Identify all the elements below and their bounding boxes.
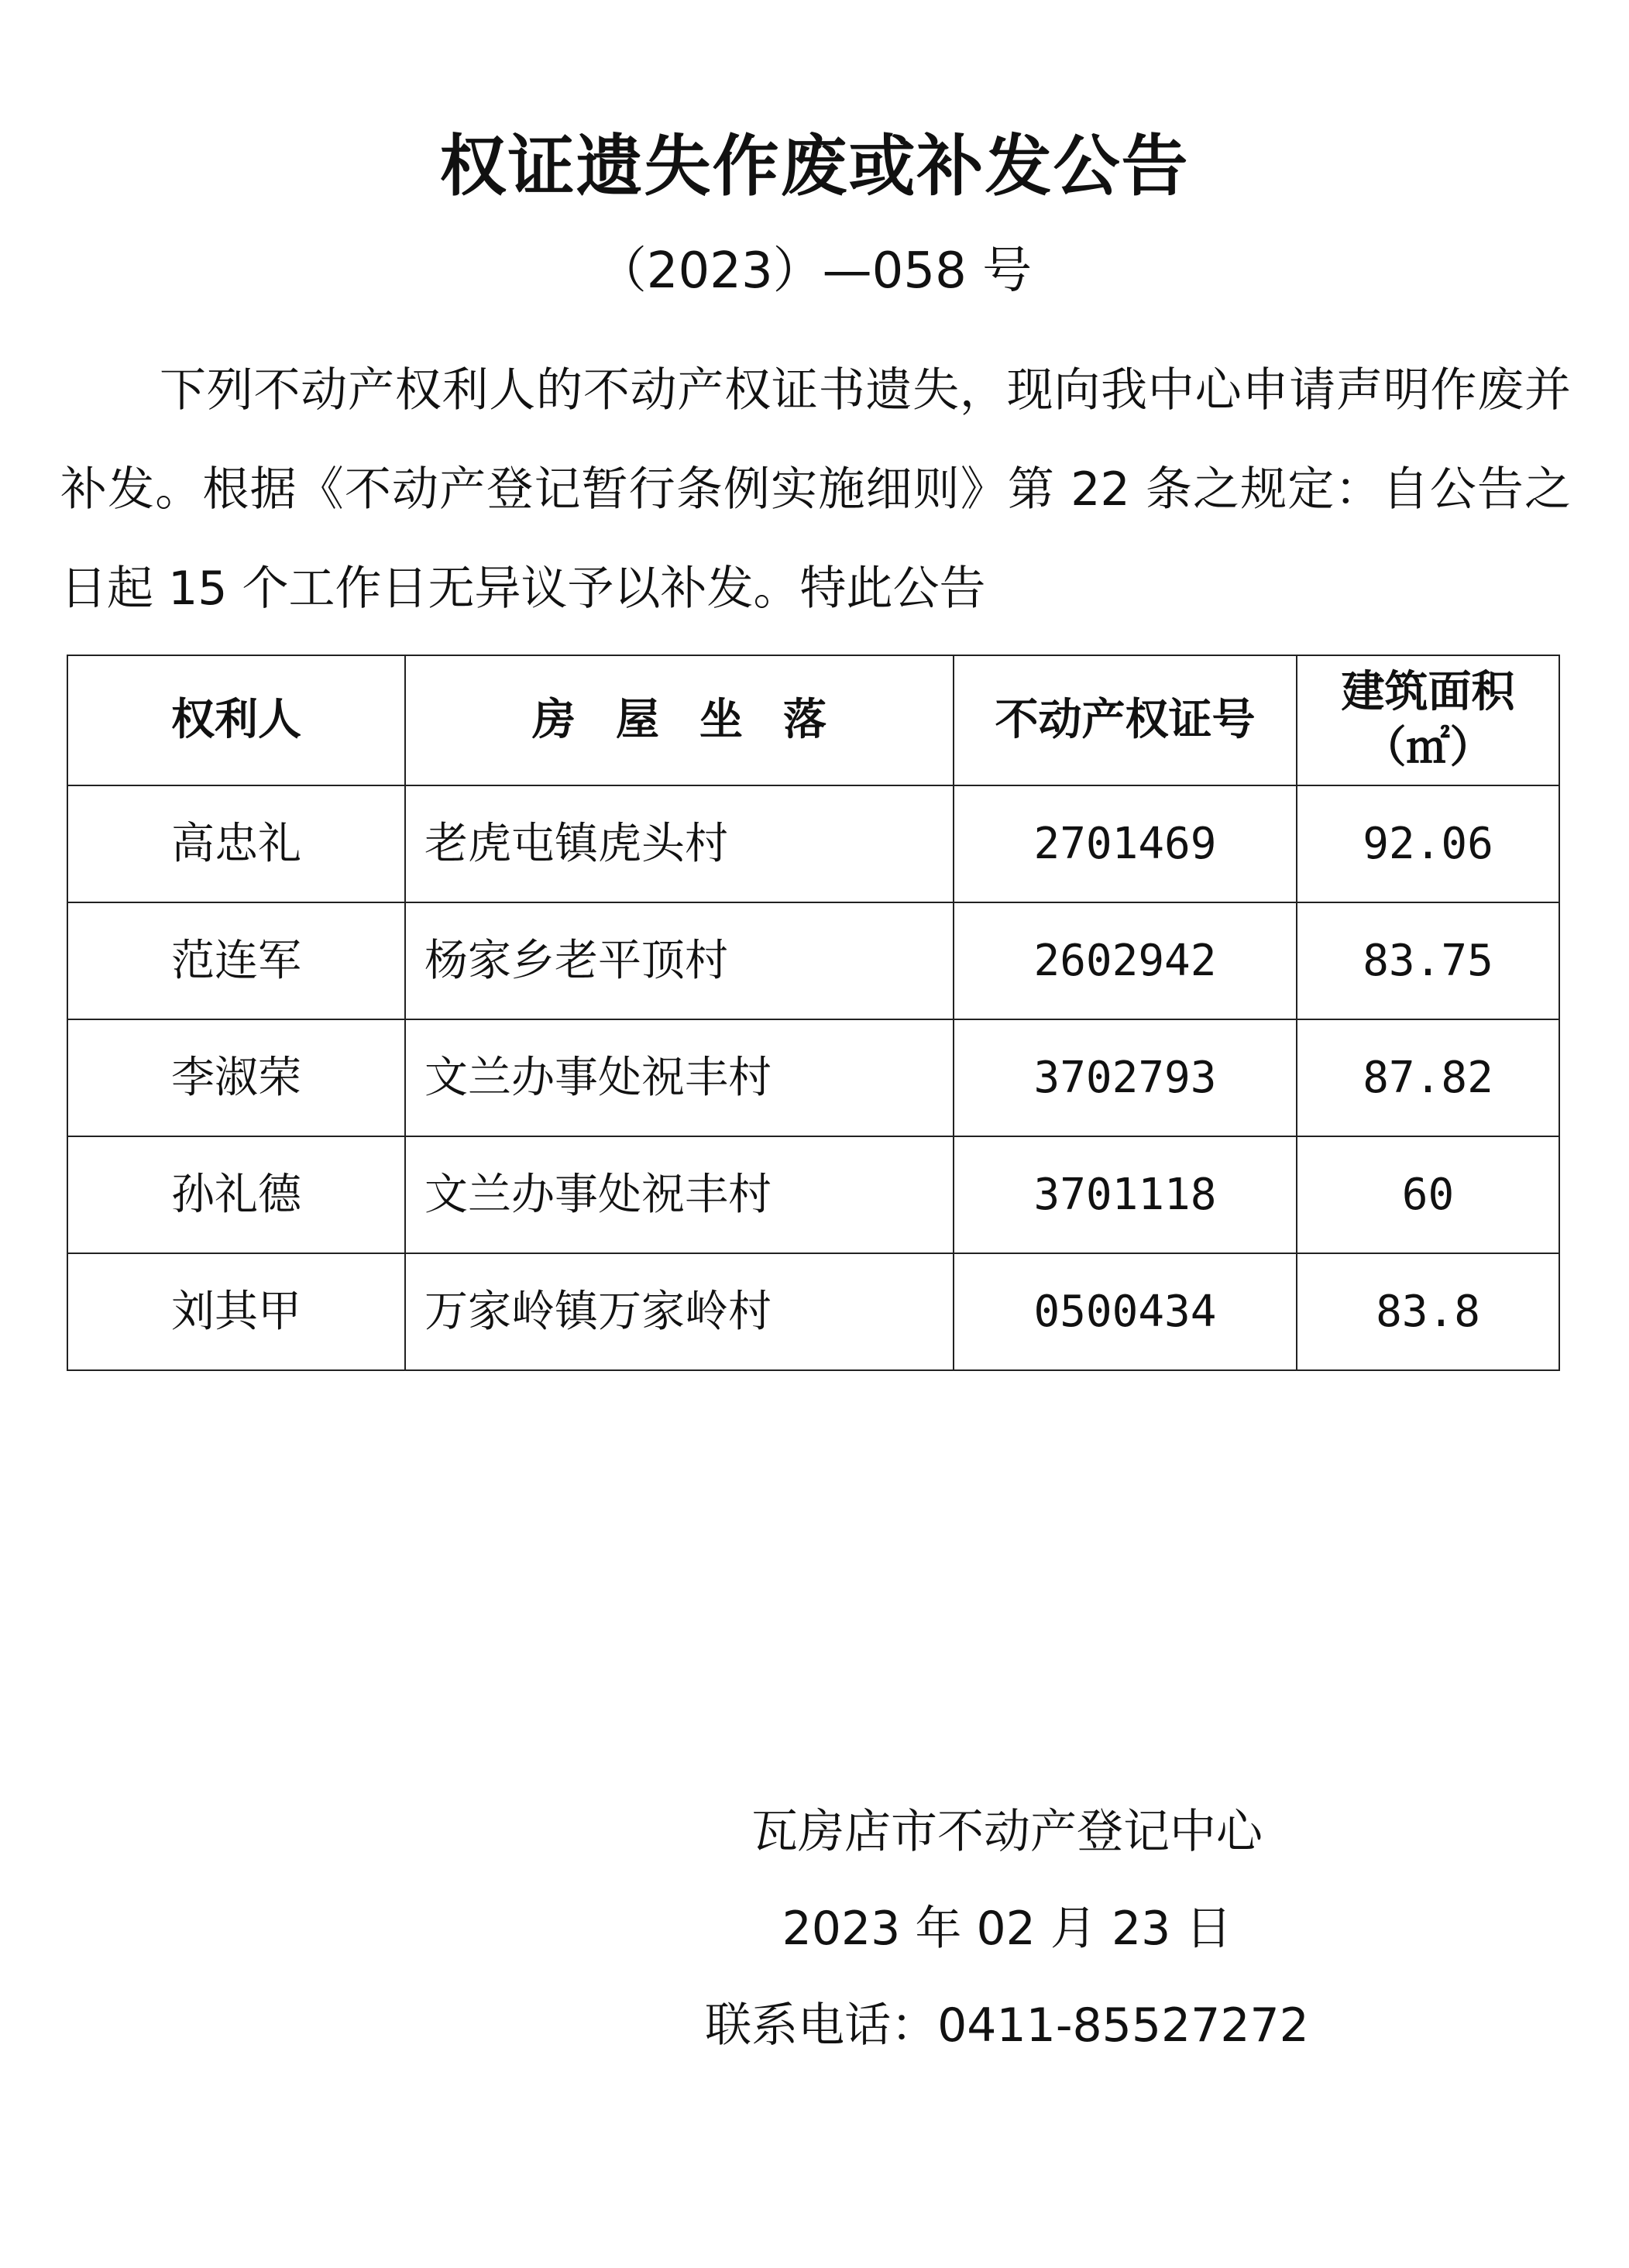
cell-location: 万家岭镇万家岭村 (405, 1253, 954, 1370)
intro-paragraph: 下列不动产权利人的不动产权证书遗失，现向我中心申请声明作废并补发。根据《不动产登记暂行条例实施细则》第 22 条之规定：自公告之日起 15 个工作日无异议予以补发。特此公告 (60, 363, 1571, 616)
table-row (67, 785, 1559, 902)
table-row (67, 902, 1559, 1019)
cell-area: 83.75 (1297, 902, 1559, 1019)
cell-location: 老虎屯镇虎头村 (405, 785, 954, 902)
table-header-row (67, 655, 1559, 785)
cell-owner: 高忠礼 (67, 785, 405, 902)
cell-cert-number: 0500434 (954, 1253, 1297, 1370)
cell-location: 文兰办事处祝丰村 (405, 1019, 954, 1136)
cell-area: 87.82 (1297, 1019, 1559, 1136)
cell-location: 文兰办事处祝丰村 (405, 1136, 954, 1253)
table-row (67, 1253, 1559, 1370)
document-number: （2023）—058 号 (596, 242, 1033, 300)
cell-location: 杨家乡老平顶村 (405, 902, 954, 1019)
cell-owner: 李淑荣 (67, 1019, 405, 1136)
table-row (67, 1019, 1559, 1136)
cell-area: 83.8 (1297, 1253, 1559, 1370)
cell-owner: 刘其甲 (67, 1253, 405, 1370)
contact-phone: 联系电话：0411-85527272 (705, 1998, 1309, 2053)
cell-owner: 孙礼德 (67, 1136, 405, 1253)
header-area (1297, 655, 1559, 785)
cell-area: 60 (1297, 1136, 1559, 1253)
issuer-name: 瓦房店市不动产登记中心 (751, 1805, 1263, 1859)
cell-cert-number: 3702793 (954, 1019, 1297, 1136)
header-location: 房屋坐落 (405, 655, 954, 785)
cell-cert-number: 3701118 (954, 1136, 1297, 1253)
header-area-label: 建筑面积 (1341, 667, 1515, 717)
header-cert-number: 不动产权证号 (954, 655, 1297, 785)
issue-date: 2023 年 02 月 23 日 (782, 1902, 1232, 1956)
cell-cert-number: 2602942 (954, 902, 1297, 1019)
cell-cert-number: 2701469 (954, 785, 1297, 902)
records-table (67, 655, 1560, 1371)
table-row (67, 1136, 1559, 1253)
header-area-unit: （㎡） (1363, 723, 1493, 773)
cell-owner: 范连军 (67, 902, 405, 1019)
page-title: 权证遗失作废或补发公告 (439, 128, 1190, 205)
header-owner: 权利人 (67, 655, 405, 785)
cell-area: 92.06 (1297, 785, 1559, 902)
